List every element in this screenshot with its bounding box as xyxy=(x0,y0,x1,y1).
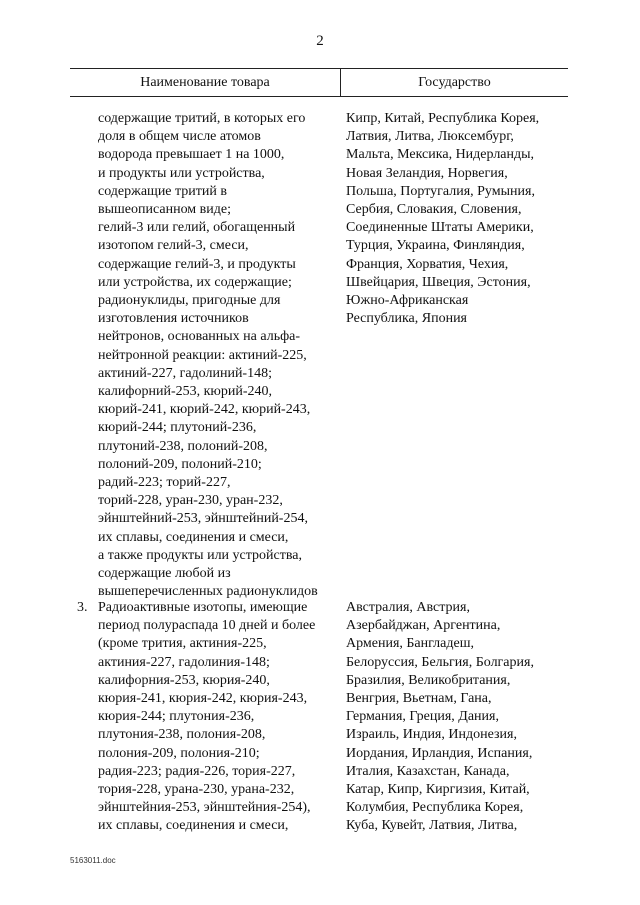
text-line: кюрия-241, кюрия-242, кюрия-243, xyxy=(98,691,308,707)
text-line: калифорния-253, кюрия-240, xyxy=(98,672,270,688)
table-header xyxy=(70,68,568,97)
text-line: или устройства, их содержащие; xyxy=(98,274,292,290)
text-line: плутония-238, полония-208, xyxy=(98,727,266,743)
text-line: Колумбия, Республика Корея, xyxy=(346,800,524,816)
continued-goods-cell xyxy=(98,110,318,601)
text-line: вышеописанном виде; xyxy=(98,202,231,218)
text-line: Швейцария, Швеция, Эстония, xyxy=(346,274,531,290)
text-line: Бразилия, Великобритания, xyxy=(346,672,511,688)
text-line: Израиль, Индия, Индонезия, xyxy=(346,727,517,743)
text-line: Армения, Бангладеш, xyxy=(346,636,474,652)
text-line: полоний-209, полоний-210; xyxy=(98,456,262,472)
text-line: кюрий-244; плутоний-236, xyxy=(98,420,257,436)
text-line: калифорний-253, кюрий-240, xyxy=(98,384,273,400)
text-line: их сплавы, соединения и смеси, xyxy=(98,529,289,545)
text-line: а также продукты или устройства, xyxy=(98,547,303,563)
text-line: нейтронов, основанных на альфа- xyxy=(98,329,301,345)
text-line: актиния-227, гадолиния-148; xyxy=(98,654,270,670)
text-line: изготовления источников xyxy=(98,311,249,327)
text-line: Франция, Хорватия, Чехия, xyxy=(346,256,509,272)
text-line: Латвия, Литва, Люксембург, xyxy=(346,129,514,145)
text-line: радионуклиды, пригодные для xyxy=(98,293,281,309)
continued-state-cell xyxy=(346,110,539,328)
text-line: Кипр, Китай, Республика Корея, xyxy=(346,111,540,126)
text-line: эйнштейния-253, эйнштейния-254), xyxy=(98,800,311,816)
page-number: 2 xyxy=(316,33,324,49)
text-line: полония-209, полония-210; xyxy=(98,745,260,761)
text-line: актиний-227, гадолиний-148; xyxy=(98,365,272,381)
text-line: изотопом гелий-3, смеси, xyxy=(98,238,249,254)
text-line: нейтронной реакции: актиний-225, xyxy=(98,347,307,363)
text-line: Венгрия, Вьетнам, Гана, xyxy=(346,691,492,707)
text-line: Австралия, Австрия, xyxy=(346,600,470,615)
text-line: тория-228, урана-230, урана-232, xyxy=(98,782,295,798)
row-3-state-cell xyxy=(346,599,534,836)
text-line: Соединенные Штаты Америки, xyxy=(346,220,534,236)
text-line: Радиоактивные изотопы, имеющие xyxy=(98,600,308,615)
text-line: плутоний-238, полоний-208, xyxy=(98,438,268,454)
text-line: Азербайджан, Аргентина, xyxy=(346,618,501,634)
text-line: Новая Зеландия, Норвегия, xyxy=(346,165,508,181)
row-3-goods-cell xyxy=(98,599,315,836)
text-line: содержащие тритий, в которых его xyxy=(98,111,306,126)
row-number: 3. xyxy=(77,600,88,615)
text-line: Италия, Казахстан, Канада, xyxy=(346,763,510,779)
text-line: Катар, Кипр, Киргизия, Китай, xyxy=(346,782,530,798)
text-line: радий-223; торий-227, xyxy=(98,475,231,491)
text-line: содержащие гелий-3, и продукты xyxy=(98,256,296,272)
text-line: период полураспада 10 дней и более xyxy=(98,618,316,634)
text-line: их сплавы, соединения и смеси, xyxy=(98,818,289,834)
text-line: Сербия, Словакия, Словения, xyxy=(346,202,522,218)
text-line: Республика, Япония xyxy=(346,311,467,327)
text-line: кюрий-241, кюрий-242, кюрий-243, xyxy=(98,402,311,418)
text-line: эйнштейний-253, эйнштейний-254, xyxy=(98,511,308,527)
text-line: Турция, Украина, Финляндия, xyxy=(346,238,525,254)
text-line: радия-223; радия-226, тория-227, xyxy=(98,763,296,779)
document-code: 5163011.doc xyxy=(70,856,116,865)
text-line: Мальта, Мексика, Нидерланды, xyxy=(346,147,535,163)
text-line: Польша, Португалия, Румыния, xyxy=(346,183,535,199)
text-line: торий-228, уран-230, уран-232, xyxy=(98,493,283,509)
text-line: гелий-3 или гелий, обогащенный xyxy=(98,220,296,236)
text-line: содержащие любой из xyxy=(98,566,231,582)
text-line: кюрия-244; плутония-236, xyxy=(98,709,255,725)
column-header-state: Государство xyxy=(418,75,491,90)
text-line: доля в общем числе атомов xyxy=(98,129,261,145)
text-line: Белоруссия, Бельгия, Болгария, xyxy=(346,654,534,670)
text-line: Германия, Греция, Дания, xyxy=(346,709,499,725)
text-line: и продукты или устройства, xyxy=(98,165,265,181)
text-line: содержащие тритий в xyxy=(98,183,228,199)
text-line: водорода превышает 1 на 1000, xyxy=(98,147,285,163)
text-line: вышеперечисленных радионуклидов xyxy=(98,584,318,600)
text-line: Иордания, Ирландия, Испания, xyxy=(346,745,533,761)
column-header-goods: Наименование товара xyxy=(70,69,341,96)
text-line: (кроме трития, актиния-225, xyxy=(98,636,267,652)
text-line: Южно-Африканская xyxy=(346,293,469,309)
text-line: Куба, Кувейт, Латвия, Литва, xyxy=(346,818,518,834)
